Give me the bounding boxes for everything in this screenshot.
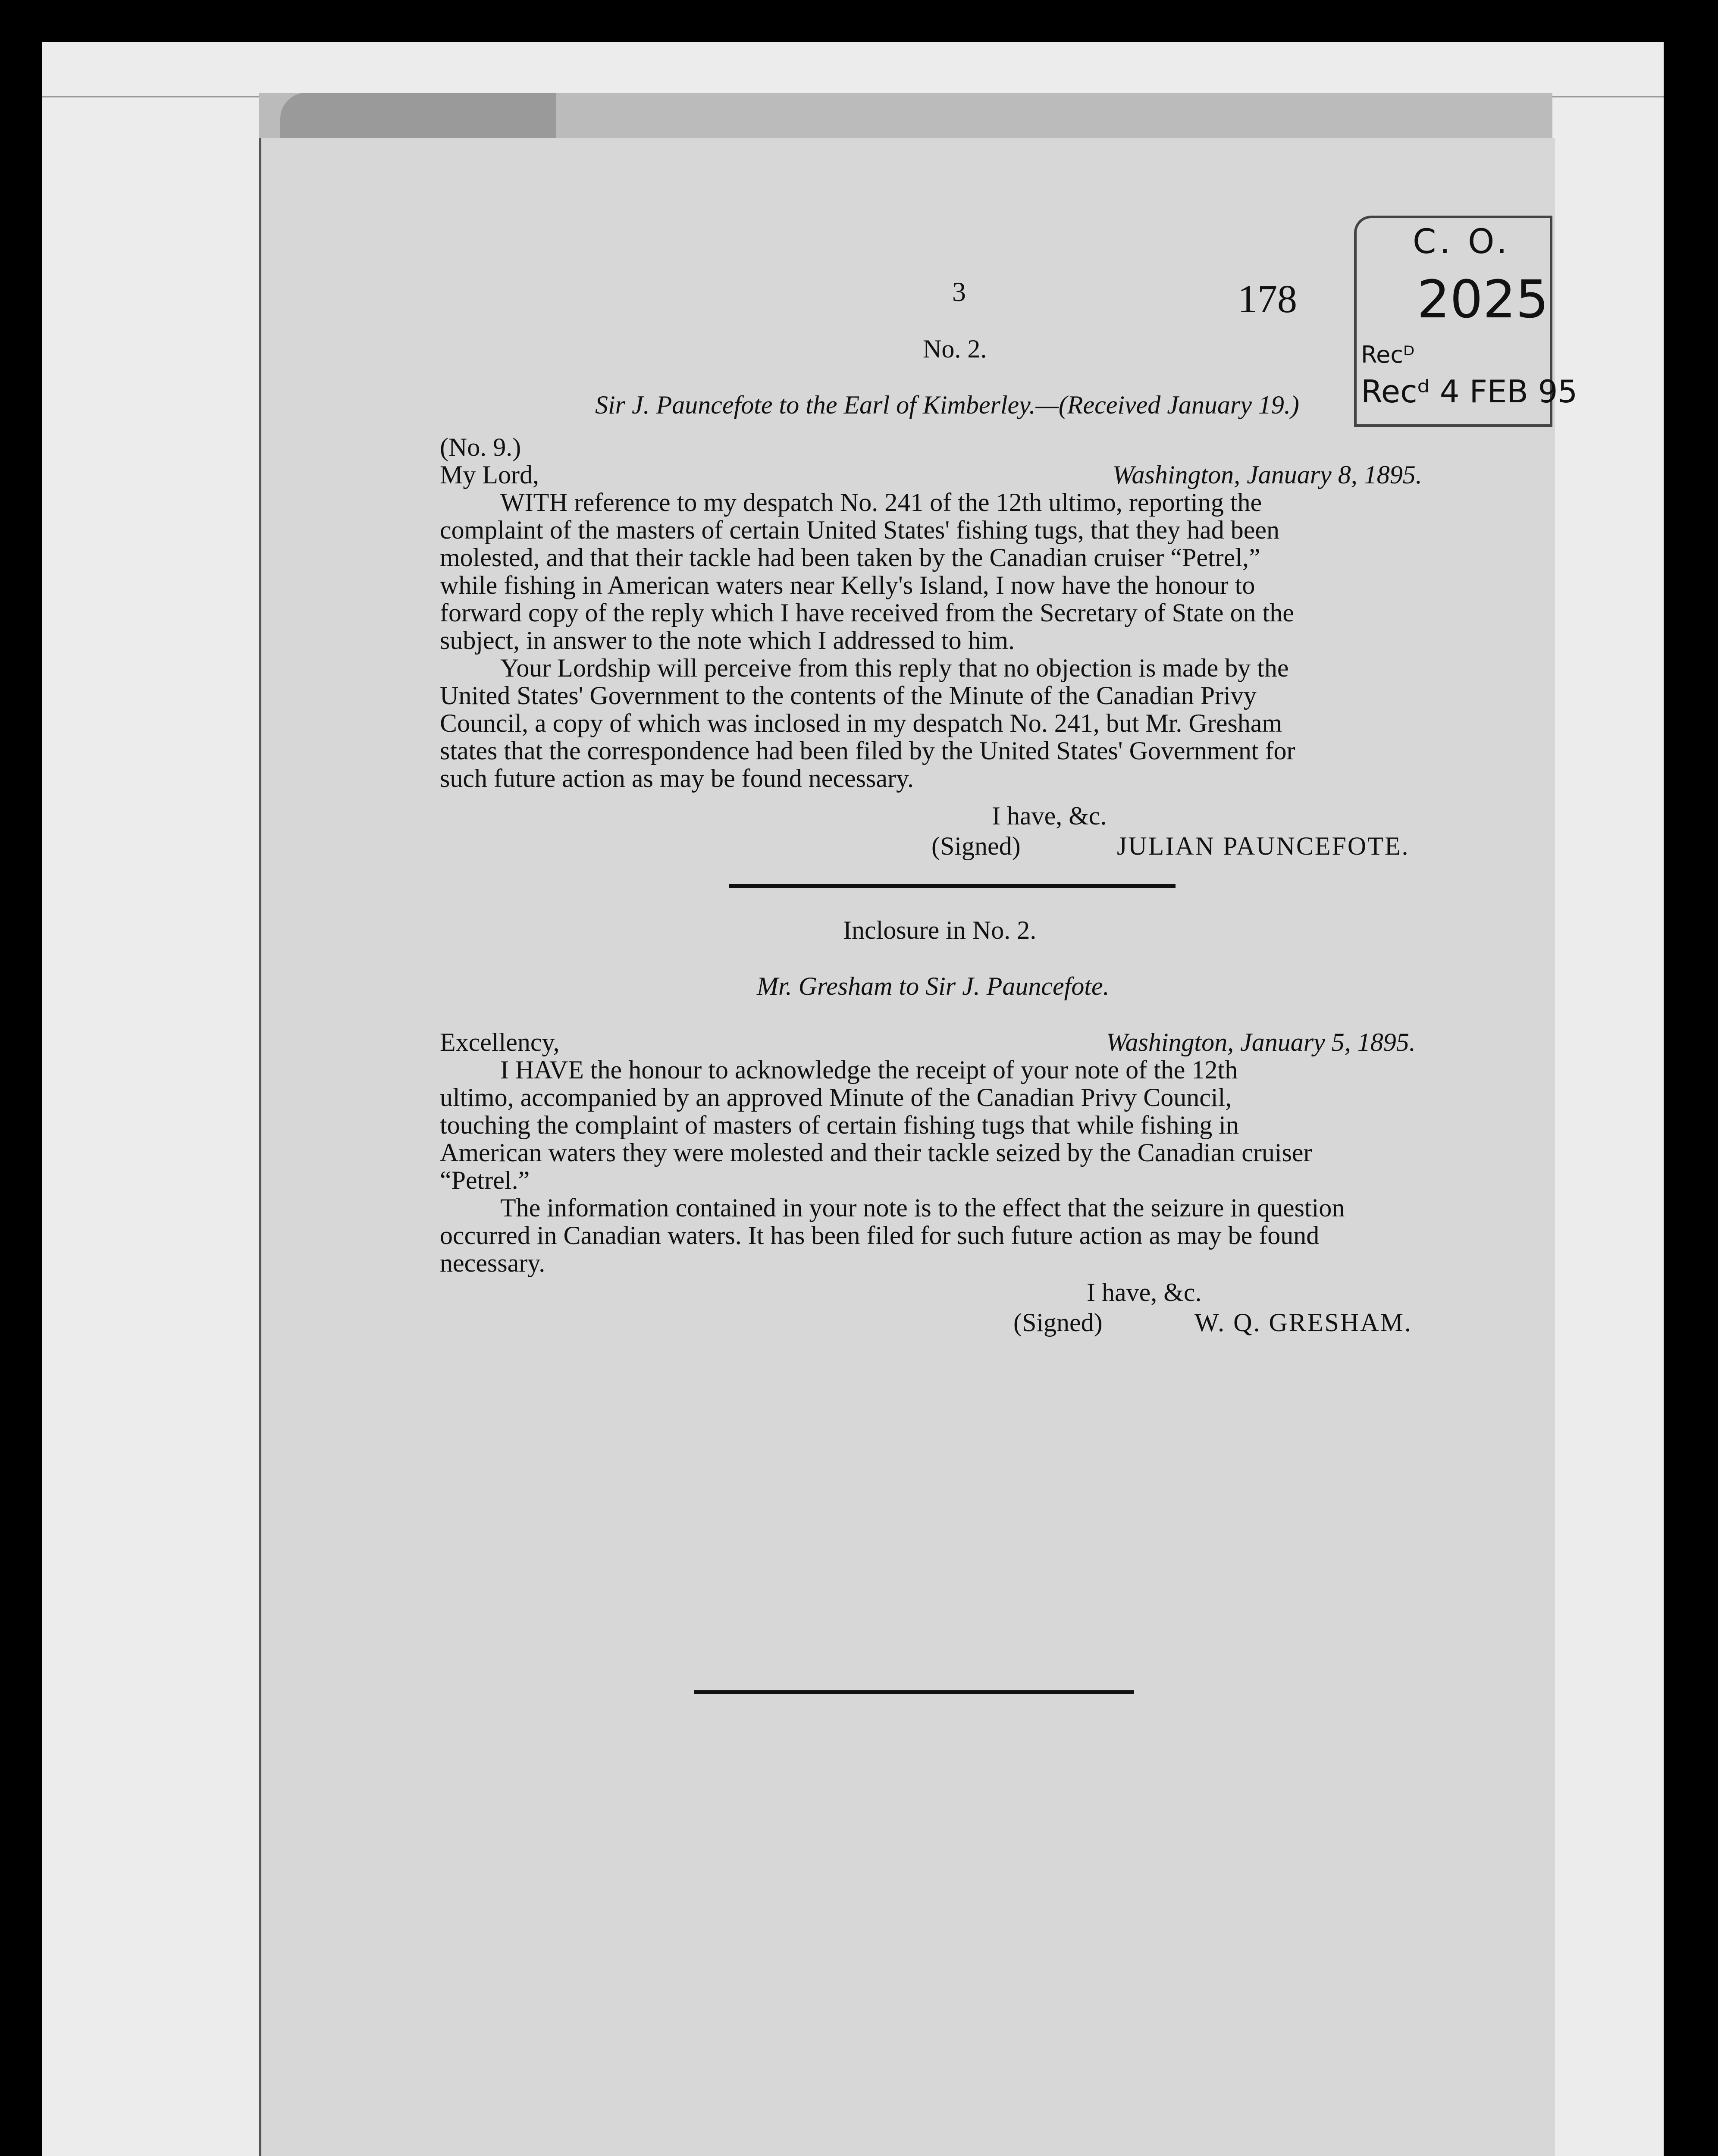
stamp-date: Recᵈ 4 FEB 95: [1361, 373, 1578, 410]
signer-name: JULIAN PAUNCEFOTE.: [1117, 832, 1410, 860]
page-mark: 3: [952, 276, 966, 307]
text-line: American waters they were molested and their tackle seized by the Canadian cruiser: [440, 1138, 1312, 1167]
text-line: touching the complaint of masters of certain fishing tugs that while fishing in: [440, 1111, 1239, 1139]
inclosure-heading: Mr. Gresham to Sir J. Pauncefote.: [757, 972, 1110, 1000]
inclosure-signer-name: W. Q. GRESHAM.: [1194, 1308, 1412, 1337]
text-line: “Petrel.”: [440, 1166, 530, 1194]
text-line: necessary.: [440, 1249, 545, 1277]
text-line: forward copy of the reply which I have received from the Secretary of State on the: [440, 599, 1294, 627]
document-number: No. 2.: [923, 335, 987, 363]
text-line: WITH reference to my despatch No. 241 of the 12th ultimo, reporting the: [500, 488, 1262, 517]
salutation: My Lord,: [440, 461, 539, 489]
text-line: while fishing in American waters near Kelly's Island, I now have the honour to: [440, 571, 1255, 599]
text-line: occurred in Canadian waters. It has been filed for such future action as may be found: [440, 1221, 1320, 1250]
text-line: complaint of the masters of certain United States' fishing tugs, that they had been: [440, 516, 1279, 544]
closing: I have, &c.: [992, 802, 1107, 830]
text-line: molested, and that their tackle had been taken by the Canadian cruiser “Petrel,”: [440, 543, 1260, 572]
inclosure-title: Inclosure in No. 2.: [843, 916, 1037, 944]
despatch-ref: (No. 9.): [440, 433, 521, 461]
end-divider: [694, 1690, 1134, 1694]
stamp-number: 2025: [1417, 270, 1549, 330]
letter-heading: Sir J. Pauncefote to the Earl of Kimberley.—(Received January 19.): [595, 391, 1299, 419]
text-line: United States' Government to the contents of the Minute of the Canadian Privy: [440, 681, 1257, 710]
inclosure-salutation: Excellency,: [440, 1028, 560, 1056]
signed-label: (Signed): [931, 832, 1021, 860]
registry-stamp: [1354, 216, 1578, 427]
stamp-recd: Recᴰ: [1361, 341, 1415, 368]
inclosure-place-date: Washington, January 5, 1895.: [1106, 1028, 1416, 1056]
text-line: I HAVE the honour to acknowledge the receipt of your note of the 12th: [500, 1056, 1238, 1084]
inclosure-signed-label: (Signed): [1013, 1308, 1103, 1337]
inclosure-body: [440, 1056, 1475, 1277]
text-line: states that the correspondence had been filed by the United States' Government for: [440, 736, 1295, 765]
section-divider: [729, 884, 1176, 888]
text-line: Council, a copy of which was inclosed in my despatch No. 241, but Mr. Gresham: [440, 709, 1282, 737]
text-line: The information contained in your note is to the effect that the seizure in question: [500, 1194, 1345, 1222]
folio-number: 178: [1238, 277, 1297, 321]
text-line: subject, in answer to the note which I addressed to him.: [440, 626, 1015, 655]
inclosure-closing: I have, &c.: [1087, 1278, 1202, 1307]
text-line: Your Lordship will perceive from this reply that no objection is made by the: [500, 654, 1289, 682]
letter-body: [440, 489, 1475, 792]
text-line: ultimo, accompanied by an approved Minute of the Canadian Privy Council,: [440, 1083, 1232, 1112]
place-date: Washington, January 8, 1895.: [1113, 461, 1422, 489]
text-line: such future action as may be found necessary.: [440, 764, 914, 793]
stamp-office: C. O.: [1413, 222, 1511, 261]
